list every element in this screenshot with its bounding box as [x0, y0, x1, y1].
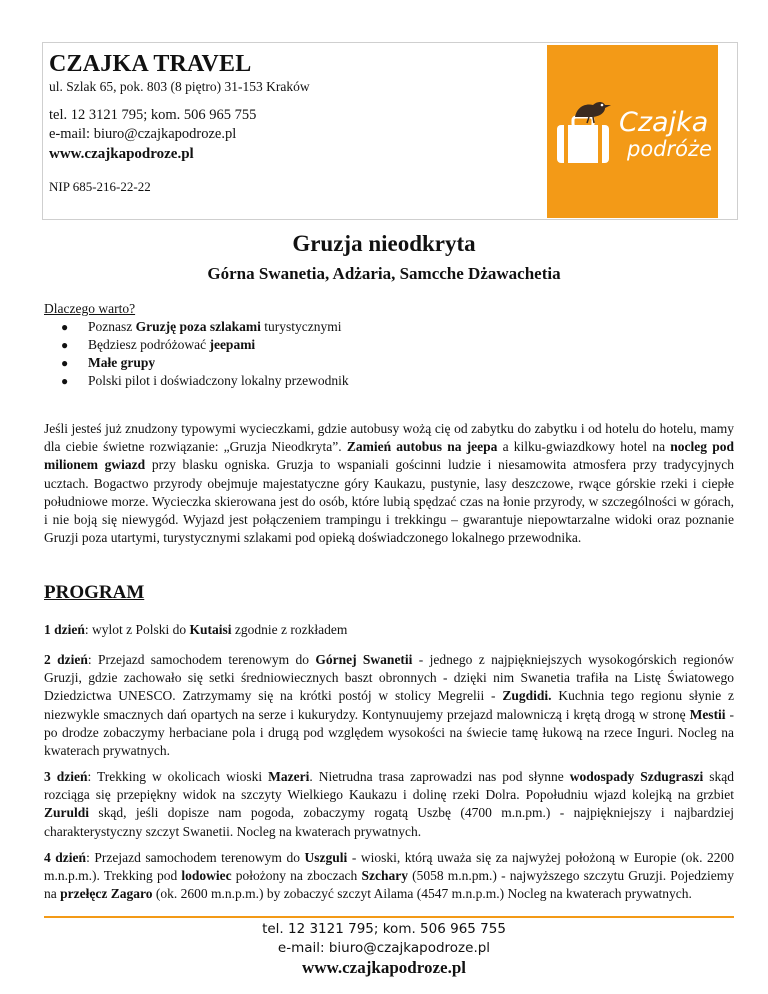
company-name: CZAJKA TRAVEL — [49, 51, 252, 77]
bullet-icon: ● — [61, 356, 69, 370]
program-day-3: 3 dzień: Trekking w okolicach wioski Mazeri. Nietrudna trasa zaprowadzi nas pod słynne wodospady Szdugraszi skąd rozciąga się przepiękny widok na szczyty Wielkiego Kaukazu i dolinę rzeki Dolra. Popołudniu wjazd kolejką na grzbiet Zuruldi skąd, jeśli dopisze nam pogoda, zobaczymy rogatą Uszbę (4700 m.n.pm.) - najpiękniejszy i najbardziej charakterystyczny szczyt Swanetii. Nocleg na kwaterach prywatnych. — [44, 769, 734, 839]
program-day-1: 1 dzień: wylot z Polski do Kutaisi zgodnie z rozkładem — [44, 622, 348, 637]
bullet-icon: ● — [61, 338, 69, 352]
bullet-icon: ● — [61, 320, 69, 334]
bullet-icon: ● — [61, 374, 69, 388]
list-item: ● Będziesz podróżować jeepami — [61, 337, 256, 352]
logo-text-podroze: podróże — [627, 137, 712, 161]
footer-phone: tel. 12 3121 795; kom. 506 965 755 — [262, 921, 506, 937]
footer-divider — [44, 916, 734, 918]
list-item: ● Małe grupy — [61, 355, 156, 370]
list-item: ● Poznasz Gruzję poza szlakami turystycznymi — [61, 319, 342, 334]
company-logo — [547, 45, 718, 218]
company-email[interactable]: e-mail: biuro@czajkapodroze.pl — [49, 126, 237, 142]
company-phone: tel. 12 3121 795; kom. 506 965 755 — [49, 107, 257, 123]
program-heading: PROGRAM — [44, 582, 145, 603]
program-day-4: 4 dzień: Przejazd samochodem terenowym do Uszguli - wioski, którą uważa się za najwyżej położoną w Europie (ok. 2200 m.n.p.m.). Trekking pod lodowiec położony na zboczach Szchary (5058 m.n.pm.) - najwyższego szczytu Gruzji. Pojedziemy na przełęcz Zagaro (ok. 2600 m.n.p.m.) by zobaczyć szczyt Ailama (4547 m.n.p.m.) Nocleg na kwaterach prywatnych. — [44, 850, 735, 902]
logo-text-czajka: Czajka — [619, 107, 709, 138]
why-bullet-list — [44, 318, 349, 390]
company-nip: NIP 685-216-22-22 — [49, 179, 151, 194]
why-heading: Dlaczego warto? — [44, 301, 136, 316]
program-day-2: 2 dzień: Przejazd samochodem terenowym do Górnej Swanetii - jednego z najpiękniejszych wysokogórskich regionów Gruzji, gdzie zachowało się setki średniowiecznych baszt obronnych - dzięki nim Swanetia trafiła na Listę Światowego Dziedzictwa UNESCO. Zatrzymamy się na krótki postój w stolicy Megrelii - Zugdidi. Kuchnia tego regionu słynie z niezwykle smacznych dań opartych na serze i kukurydzy. Kontynuujemy przejazd malowniczą i krętą drogą w stronę Mestii - po drodze zobaczymy herbaciane pola i drugą pod względem wysokości na świecie tamę łukową na rzece Inguri. Nocleg na kwaterach prywatnych. — [44, 652, 734, 759]
list-item: ● Polski pilot i doświadczony lokalny przewodnik — [61, 373, 349, 388]
page-subtitle: Górna Swanetia, Adżaria, Samcche Dżawachetia — [207, 264, 561, 283]
footer-email[interactable]: e-mail: biuro@czajkapodroze.pl — [277, 940, 491, 956]
footer-website[interactable]: www.czajkapodroze.pl — [301, 958, 466, 977]
header-box — [42, 42, 738, 220]
company-address: ul. Szlak 65, pok. 803 (8 piętro) 31-153 Kraków — [49, 79, 310, 94]
company-website[interactable]: www.czajkapodroze.pl — [49, 146, 194, 162]
page-title: Gruzja nieodkryta — [292, 231, 476, 256]
intro-paragraph: Jeśli jesteś już znudzony typowymi wycieczkami, gdzie autobusy wożą cię od zabytku do zabytku i od hotelu do hotelu, mamy dla ciebie świetne rozwiązanie: „Gruzja Nieodkryta”. Zamień autobus na jeepa a kilku-gwiazdkowy hotel na nocleg pod milionem gwiazd przy blasku ogniska. Gruzja to wspaniali gościnni ludzie i niesamowita atmosfera przy tradycyjnych ucztach. Bogactwo przyrody obejmuje majestatyczne góry Kaukazu, pustynie, lasy deszczowe, rwące górskie rzeki i ciepłe południowe morze. Wycieczka skierowana jest do osób, które lubią spędzać czas na łonie przyrody, w szczególności w górach, i nie boją się niewygód. Wyjazd jest połączeniem trampingu i trekkingu – gwarantuje niepowtarzalne widoki oraz poznanie Gruzji poza utartymi, turystycznymi szlakami pod opieką doświadczonego lokalnego przewodnika. — [44, 421, 734, 546]
